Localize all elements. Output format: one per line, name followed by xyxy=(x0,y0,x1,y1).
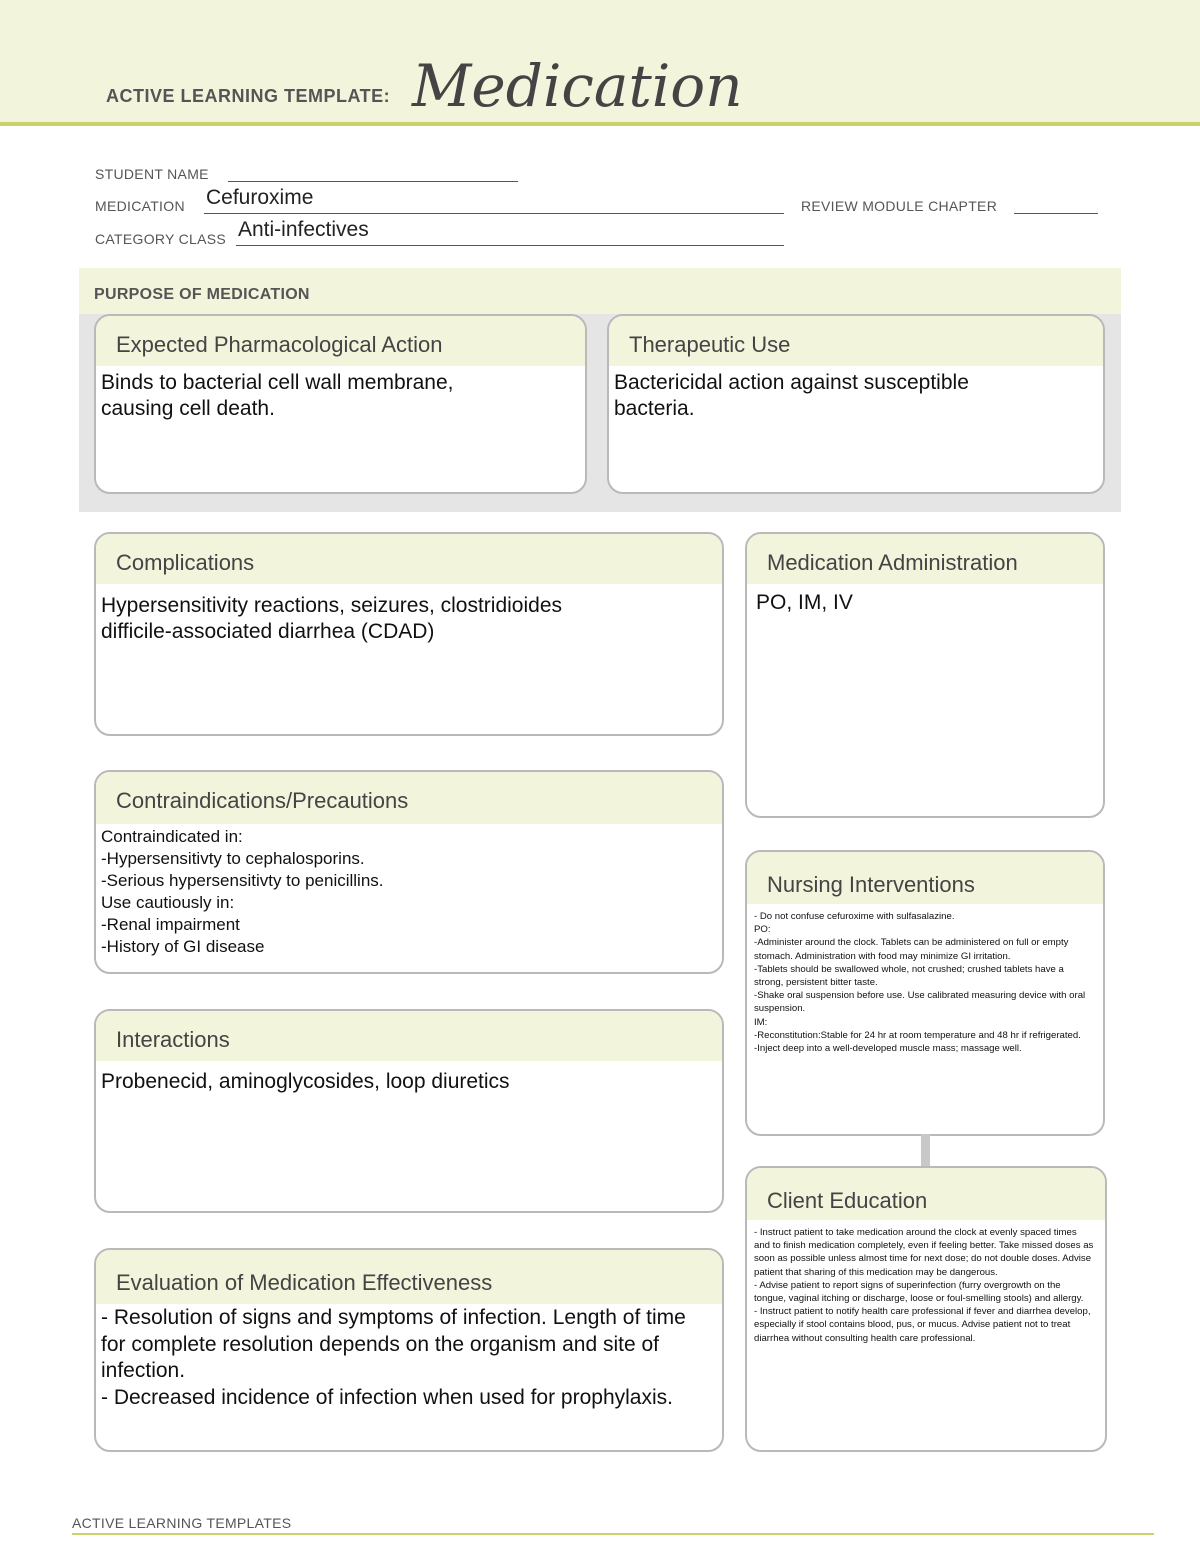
review-module-field[interactable] xyxy=(1014,213,1098,214)
template-label: ACTIVE LEARNING TEMPLATE: xyxy=(106,86,391,106)
evaluation-title: Evaluation of Medication Effectiveness xyxy=(96,1250,722,1304)
header-rule xyxy=(0,122,1200,126)
expected-action-body[interactable]: Binds to bacterial cell wall membrane, causing cell death. xyxy=(101,371,454,420)
interactions-card xyxy=(94,1009,724,1213)
nursing-interventions-title: Nursing Interventions xyxy=(747,852,1103,904)
category-class-value: Anti-infectives xyxy=(238,218,369,241)
complications-body[interactable]: Hypersensitivity reactions, seizures, clostridioides difficile-associated diarrhea (CDAD) xyxy=(101,594,563,643)
complications-card xyxy=(94,532,724,736)
nursing-interventions-card xyxy=(745,850,1105,1136)
administration-title: Medication Administration xyxy=(747,534,1103,584)
footer-rule xyxy=(72,1533,1154,1535)
therapeutic-use-body[interactable]: Bactericidal action against susceptible bacteria. xyxy=(614,371,969,420)
evaluation-body[interactable]: - Resolution of signs and symptoms of infection. Length of time for complete resolution depends on the organism and site of infection. - Decreased incidence of infection when used for prophylaxis. xyxy=(101,1306,686,1409)
contraindications-card xyxy=(94,770,724,974)
therapeutic-use-title: Therapeutic Use xyxy=(609,316,1103,366)
complications-title: Complications xyxy=(96,534,722,584)
contraindications-title: Contraindications/Precautions xyxy=(96,772,722,824)
category-class-label: CATEGORY CLASS xyxy=(95,231,227,247)
expected-action-card xyxy=(94,314,587,494)
medication-label: MEDICATION xyxy=(95,198,185,214)
client-education-body[interactable]: - Instruct patient to take medication around the clock at evenly spaced times and to finish medication completely, even if feeling better. Take missed doses as soon as possible unless almost time for next dose; do not double doses. Advise patient that sharing of this medication may be dangerous. - Advise patient to report signs of superinfection (furry overgrowth on the tongue, vaginal itching or discharge, loose or foul-smelling stools) and allergy. - Instruct patient to notify health care professional if fever and diarrhea develop, especially if stool contains blood, pus, or mucus. Advise patient not to treat diarrhea without consulting health care professional. xyxy=(754,1227,1094,1344)
card-connector xyxy=(921,1134,930,1166)
page-title: Medication xyxy=(412,52,743,120)
interactions-body[interactable]: Probenecid, aminoglycosides, loop diuretics xyxy=(101,1070,510,1093)
review-module-label: REVIEW MODULE CHAPTER xyxy=(801,198,998,214)
contraindications-body[interactable]: Contraindicated in: -Hypersensitivty to cephalosporins. -Serious hypersensitivty to penicillins. Use cautiously in: -Renal impairment -History of GI disease xyxy=(101,827,384,956)
footer-label: ACTIVE LEARNING TEMPLATES xyxy=(72,1515,292,1531)
nursing-interventions-body[interactable]: - Do not confuse cefuroxime with sulfasalazine. PO: -Administer around the clock. Tablets can be administered on full or empty stomach. Administration with food may minimize GI irritation. -Tablets should be swallowed whole, not crushed; crushed tablets have a strong, persistent bitter taste. -Shake oral suspension before use. Use calibrated measuring device with oral suspension. IM: -Reconstitution:Stable for 24 hr at room temperature and 48 hr if refrigerated. -Inject deep into a well-developed muscle mass; massage well. xyxy=(754,911,1086,1055)
client-education-card xyxy=(745,1166,1107,1452)
evaluation-card xyxy=(94,1248,724,1452)
interactions-title: Interactions xyxy=(96,1011,722,1061)
administration-card xyxy=(745,532,1105,818)
purpose-label: PURPOSE OF MEDICATION xyxy=(94,286,310,303)
medication-field[interactable] xyxy=(204,213,784,214)
category-class-field[interactable] xyxy=(236,245,784,246)
student-name-label: STUDENT NAME xyxy=(95,166,209,182)
student-name-field[interactable] xyxy=(228,181,518,182)
client-education-title: Client Education xyxy=(747,1168,1105,1220)
medication-value: Cefuroxime xyxy=(206,186,314,209)
administration-body[interactable]: PO, IM, IV xyxy=(756,591,853,614)
therapeutic-use-card xyxy=(607,314,1105,494)
expected-action-title: Expected Pharmacological Action xyxy=(96,316,585,366)
